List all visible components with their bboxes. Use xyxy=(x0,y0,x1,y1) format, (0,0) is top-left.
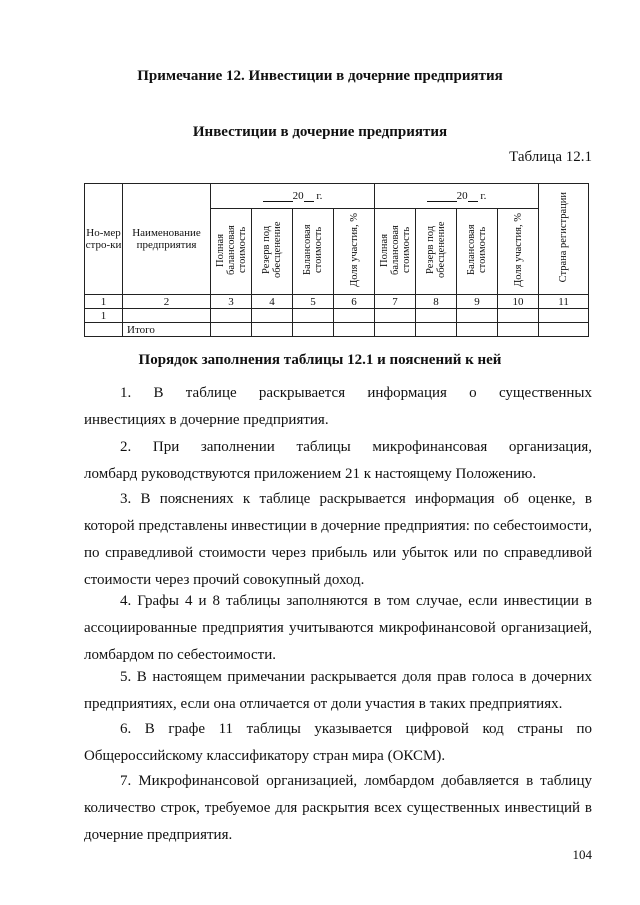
paragraph-rest: которой представлены инвестиции в дочерние предприятия: по себестоимости, по справедливой стоимости через прибыль или убыток или по справедливой стоимости через прочий совокупный доход. xyxy=(84,518,592,588)
table-cell xyxy=(498,323,539,337)
header-impairment-2 xyxy=(416,209,457,295)
table-cell xyxy=(211,309,252,323)
table-cell xyxy=(539,323,589,337)
header-gross-value-label: Полная балансовая стоимость xyxy=(214,225,248,275)
paragraph-rest: инвестициях в дочерние предприятия. xyxy=(84,412,329,428)
column-number: 7 xyxy=(375,295,416,309)
paragraph-first-line: 7. Микрофинансовой организацией, ломбардом добавляется в таблицу xyxy=(120,773,592,789)
paragraph-5 xyxy=(84,664,592,718)
table-cell xyxy=(416,309,457,323)
instructions-title: Порядок заполнения таблицы 12.1 и пояснений к ней xyxy=(138,352,502,368)
column-number: 3 xyxy=(211,295,252,309)
header-share-label: Доля участия, % xyxy=(512,213,524,287)
table-cell xyxy=(334,323,375,337)
paragraph-first-line: 3. В пояснениях к таблице раскрывается информация об оценке, в xyxy=(120,491,592,507)
header-row-number: Но-мер стро-ки xyxy=(85,184,123,295)
table-cell xyxy=(375,309,416,323)
header-impairment-label: Резерв под обесценение xyxy=(425,221,448,279)
paragraph-7 xyxy=(84,768,592,849)
paragraph-6 xyxy=(84,716,592,770)
column-number: 2 xyxy=(123,295,211,309)
paragraph-rest: предприятиях, если она отличается от доли участия в таких предприятиях. xyxy=(84,696,563,712)
paragraph-rest: количество строк, требуемое для раскрытия всех существенных инвестиций в дочерние предприятия. xyxy=(84,800,592,843)
column-number: 11 xyxy=(539,295,589,309)
paragraph-first-line: 6. В графе 11 таблицы указывается цифровой код страны по xyxy=(120,721,592,737)
column-number: 4 xyxy=(252,295,293,309)
note-title: Примечание 12. Инвестиции в дочерние предприятия xyxy=(137,68,503,84)
column-number: 1 xyxy=(85,295,123,309)
paragraph-first-line: 5. В настоящем примечании раскрывается доля прав голоса в дочерних xyxy=(120,669,592,685)
paragraph-first-line: 1. В таблице раскрывается информация о существенных xyxy=(120,385,592,401)
header-book-value-2 xyxy=(457,209,498,295)
paragraph-3 xyxy=(84,486,592,594)
company-name-cell xyxy=(123,309,211,323)
header-company-name: Наименование предприятия xyxy=(123,184,211,295)
header-gross-value-1 xyxy=(211,209,252,295)
table-cell xyxy=(293,323,334,337)
table-cell xyxy=(252,309,293,323)
year-prefix: 20 xyxy=(292,190,304,202)
header-share-2 xyxy=(498,209,539,295)
header-book-value-1 xyxy=(293,209,334,295)
paragraph-first-line: 4. Графы 4 и 8 таблицы заполняются в том случае, если инвестиции в xyxy=(120,593,592,609)
table-row-total xyxy=(85,323,589,337)
table-row xyxy=(85,309,589,323)
table-cell xyxy=(252,323,293,337)
header-country-label: Страна регистрации xyxy=(558,192,570,283)
page-number: 104 xyxy=(572,847,592,862)
column-number: 8 xyxy=(416,295,457,309)
table-cell xyxy=(539,309,589,323)
table-cell xyxy=(211,323,252,337)
table-number-label: Таблица 12.1 xyxy=(509,149,592,165)
header-gross-value-label: Полная балансовая стоимость xyxy=(378,225,412,275)
header-book-value-label: Балансовая стоимость xyxy=(302,224,324,276)
table-cell xyxy=(375,323,416,337)
paragraph-rest: ассоциированные предприятия учитываются микрофинансовой организацией, ломбардом по себестоимости. xyxy=(84,620,592,663)
year-prefix: 20 xyxy=(456,190,468,202)
table-cell xyxy=(457,323,498,337)
column-number-row xyxy=(85,295,589,309)
header-share-label: Доля участия, % xyxy=(348,213,360,287)
table-cell xyxy=(498,309,539,323)
row-number-cell: 1 xyxy=(85,309,123,323)
header-year-2 xyxy=(375,184,539,209)
header-country xyxy=(539,184,589,295)
section-subtitle: Инвестиции в дочерние предприятия xyxy=(192,124,448,140)
column-number: 6 xyxy=(334,295,375,309)
column-number: 9 xyxy=(457,295,498,309)
column-number: 5 xyxy=(293,295,334,309)
header-impairment-label: Резерв под обесценение xyxy=(261,221,283,279)
table-cell xyxy=(334,309,375,323)
paragraph-rest: ломбард руководствуются приложением 21 к настоящему Положению. xyxy=(84,466,537,482)
year-suffix: г. xyxy=(480,190,487,202)
header-share-1 xyxy=(334,209,375,295)
header-book-value-label: Балансовая стоимость xyxy=(466,224,489,276)
table-cell xyxy=(457,309,498,323)
paragraph-1 xyxy=(84,380,592,434)
paragraph-first-line: 2. При заполнении таблицы микрофинансовая организация, xyxy=(120,439,592,455)
header-year-1 xyxy=(211,184,375,209)
column-number: 10 xyxy=(498,295,539,309)
paragraph-2 xyxy=(84,434,592,488)
year-suffix: г. xyxy=(316,190,323,202)
investments-table xyxy=(84,183,589,337)
table-cell xyxy=(293,309,334,323)
header-gross-value-2 xyxy=(375,209,416,295)
paragraph-4 xyxy=(84,588,592,669)
row-number-cell xyxy=(85,323,123,337)
total-label-cell: Итого xyxy=(123,323,211,337)
table-cell xyxy=(416,323,457,337)
paragraph-rest: Общероссийскому классификатору стран мира (ОКСМ). xyxy=(84,748,446,764)
header-impairment-1 xyxy=(252,209,293,295)
